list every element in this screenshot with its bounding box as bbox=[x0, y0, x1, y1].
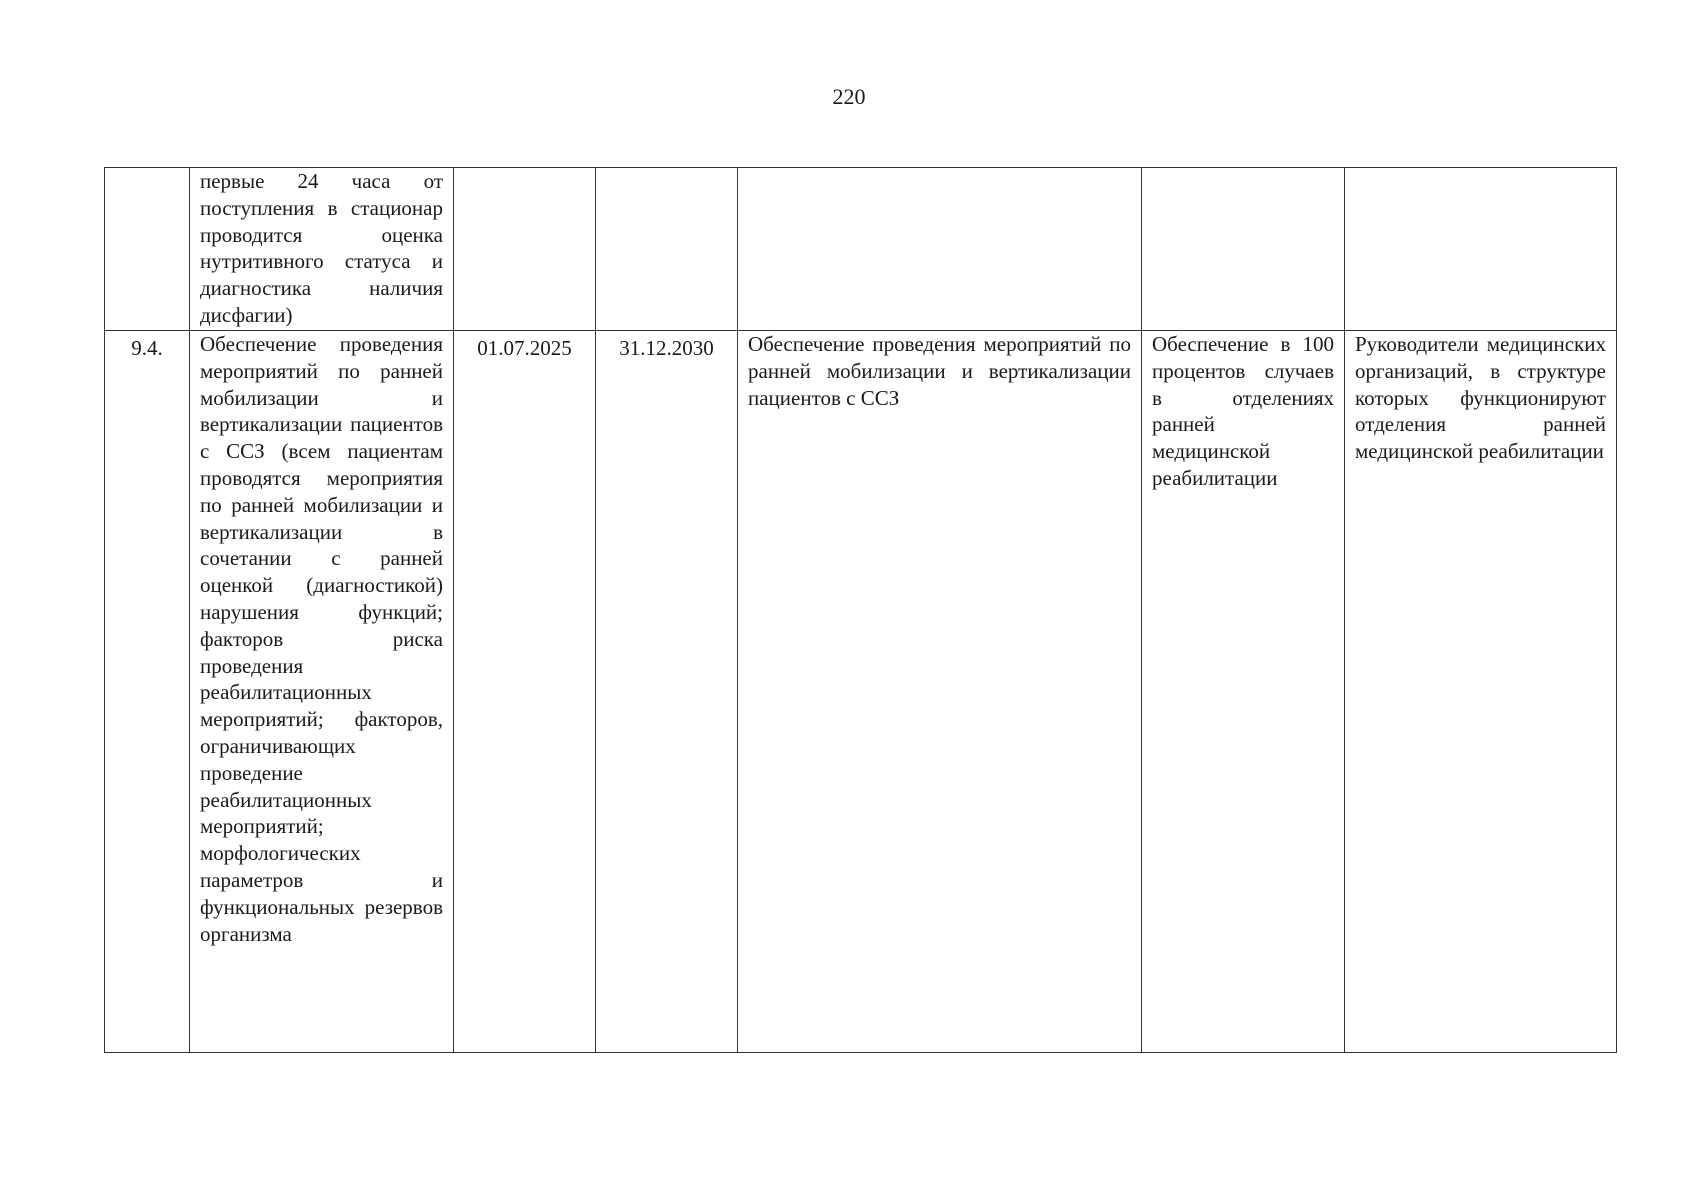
indicator-cell: Обеспечение в 100 процентов случаев в отделениях ранней медицинской реабилитации bbox=[1142, 331, 1345, 1053]
row-number-cell: 9.4. bbox=[105, 331, 190, 1053]
plan-table bbox=[104, 167, 1617, 1053]
activity-cell: Обеспечение проведения мероприятий по ранней мобилизации и вертикализации пациентов с ССЗ (всем пациентам проводятся мероприятия по ранней мобилизации и вертикализации в сочетании с ранней оценкой (диагностикой) нарушения функций; факторов риска проведения реабилитационных мероприятий; факторов, ограничивающих проведение реабилитационных мероприятий; морфологических параметров и функциональных резервов организма bbox=[190, 331, 454, 1053]
activity-cell: первые 24 часа от поступления в стационар проводится оценка нутритивного статуса и диагностика наличия дисфагии) bbox=[190, 168, 454, 331]
indicator-cell bbox=[1142, 168, 1345, 331]
result-cell: Обеспечение проведения мероприятий по ранней мобилизации и вертикализации пациентов с ССЗ bbox=[738, 331, 1142, 1053]
result-cell bbox=[738, 168, 1142, 331]
table-row bbox=[105, 331, 1617, 1053]
end-date-cell bbox=[596, 168, 738, 331]
row-number-cell bbox=[105, 168, 190, 331]
responsible-cell: Руководители медицинских организаций, в структуре которых функционируют отделения ранней медицинской реабилитации bbox=[1345, 331, 1617, 1053]
responsible-cell bbox=[1345, 168, 1617, 331]
start-date-cell bbox=[454, 168, 596, 331]
page-number: 220 bbox=[832, 84, 866, 109]
table-row bbox=[105, 168, 1617, 331]
end-date-cell: 31.12.2030 bbox=[596, 331, 738, 1053]
start-date-cell: 01.07.2025 bbox=[454, 331, 596, 1053]
